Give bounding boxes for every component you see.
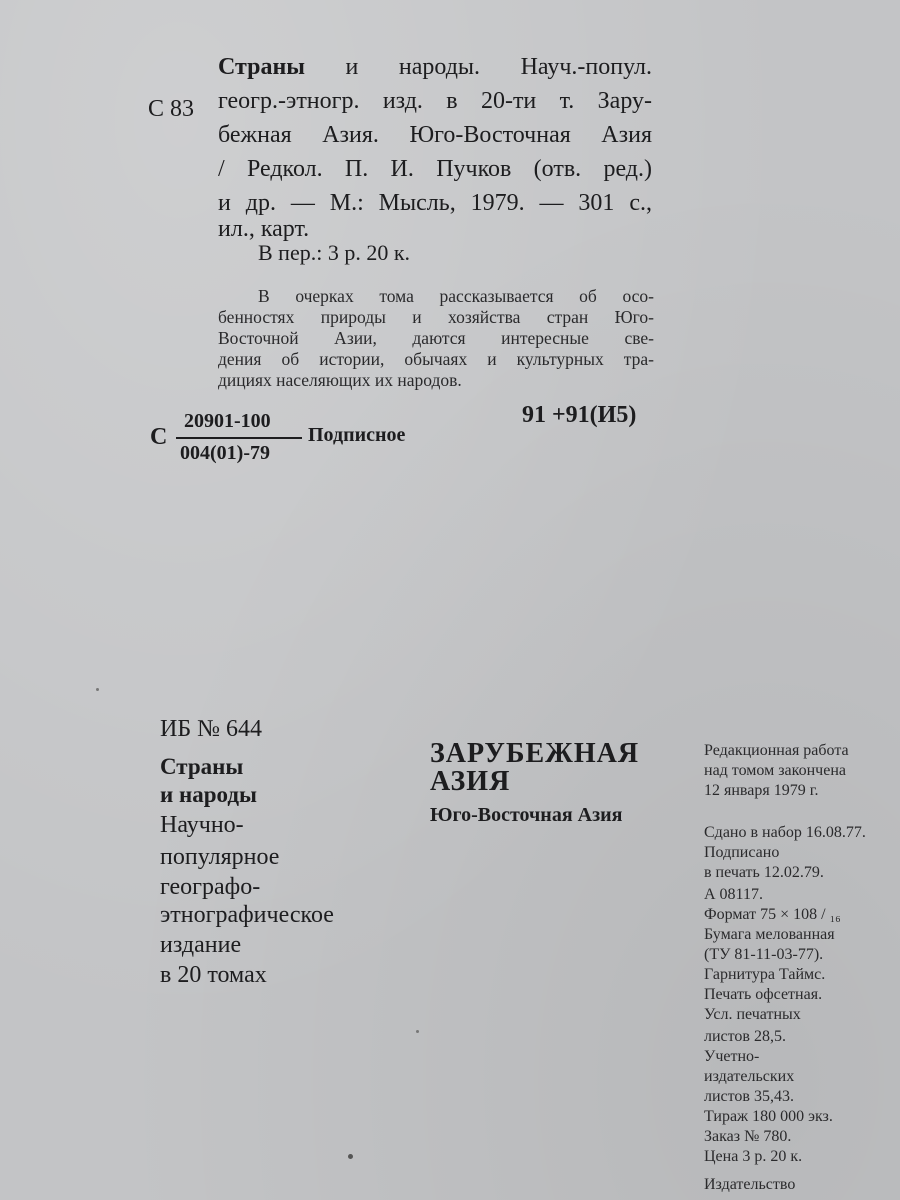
- catalog-line: геогр.-этногр. изд. в 20-ти т. Зару-: [218, 88, 652, 114]
- catalog-lead-rest: и народы. Науч.-попул.: [345, 54, 653, 80]
- imprint-line: Учетно-: [704, 1048, 760, 1065]
- paper-speck: [416, 1030, 419, 1033]
- series-description-line: географо-: [160, 874, 261, 900]
- volume-subtitle: Юго-Восточная Азия: [430, 804, 623, 826]
- catalog-line: и др. — М.: Мысль, 1979. — 301 с.,: [218, 190, 652, 216]
- catalog-first-line: [218, 50, 652, 84]
- classification-letter: С: [150, 424, 168, 450]
- imprint-line: Тираж 180 000 экз.: [704, 1108, 833, 1125]
- imprint-line: Издательство: [704, 1176, 796, 1193]
- series-description-line: популярное: [160, 844, 280, 870]
- catalog-line: / Редкол. П. И. Пучков (отв. ред.): [218, 156, 652, 182]
- paper-speck: [96, 688, 99, 691]
- subscription-label: Подписное: [308, 424, 406, 446]
- imprint-line: Формат 75 × 108 / ₁₆: [704, 906, 841, 923]
- imprint-line: Заказ № 780.: [704, 1128, 792, 1145]
- catalog-price: В пер.: 3 р. 20 к.: [258, 240, 411, 265]
- annotation-line: В очерках тома рассказывается об осо-: [258, 286, 654, 306]
- catalog-code: С 83: [148, 96, 195, 122]
- annotation-line: дения об истории, обычаях и культурных тра-: [218, 349, 654, 369]
- series-title-line: и народы: [160, 782, 257, 807]
- series-description-line: издание: [160, 932, 242, 958]
- annotation-line: дициях населяющих их народов.: [218, 370, 462, 390]
- series-title-line: Страны: [160, 754, 244, 779]
- imprint-line: Подписано: [704, 844, 780, 861]
- annotation-line: Восточной Азии, даются интересные све-: [218, 328, 654, 348]
- series-description-line: этнографическое: [160, 902, 334, 928]
- classification-denominator: 004(01)-79: [180, 442, 270, 464]
- catalog-lead-bold: Страны: [218, 54, 306, 80]
- imprint-line: А 08117.: [704, 886, 763, 903]
- annotation-line: бенностях природы и хозяйства стран Юго-: [218, 307, 654, 327]
- imprint-line: над томом закончена: [704, 762, 846, 779]
- imprint-line: издательских: [704, 1068, 795, 1085]
- catalog-line: бежная Азия. Юго-Восточная Азия: [218, 122, 652, 148]
- imprint-line: в печать 12.02.79.: [704, 864, 824, 881]
- imprint-line: Печать офсетная.: [704, 986, 823, 1003]
- ib-number: ИБ № 644: [160, 716, 263, 742]
- volume-title-line: ЗАРУБЕЖНАЯ: [430, 738, 640, 769]
- paper-speck: [348, 1154, 353, 1159]
- bbk-index: 91 +91(И5): [522, 402, 637, 428]
- imprint-line: 12 января 1979 г.: [704, 782, 819, 799]
- imprint-line: Сдано в набор 16.08.77.: [704, 824, 866, 841]
- imprint-line: Усл. печатных: [704, 1006, 801, 1023]
- imprint-line: листов 28,5.: [704, 1028, 786, 1045]
- imprint-line: листов 35,43.: [704, 1088, 794, 1105]
- imprint-line: Гарнитура Таймс.: [704, 966, 826, 983]
- classification-numerator: 20901-100: [184, 410, 271, 432]
- imprint-line: Бумага мелованная: [704, 926, 835, 943]
- series-description-line: Научно-: [160, 812, 244, 838]
- volume-title-line: АЗИЯ: [430, 766, 511, 797]
- imprint-line: (ТУ 81-11-03-77).: [704, 946, 824, 963]
- imprint-line: Редакционная работа: [704, 742, 849, 759]
- series-description-line: в 20 томах: [160, 962, 267, 988]
- catalog-line: ил., карт.: [218, 216, 310, 242]
- imprint-line: Цена 3 р. 20 к.: [704, 1148, 803, 1165]
- fraction-bar: [176, 437, 302, 439]
